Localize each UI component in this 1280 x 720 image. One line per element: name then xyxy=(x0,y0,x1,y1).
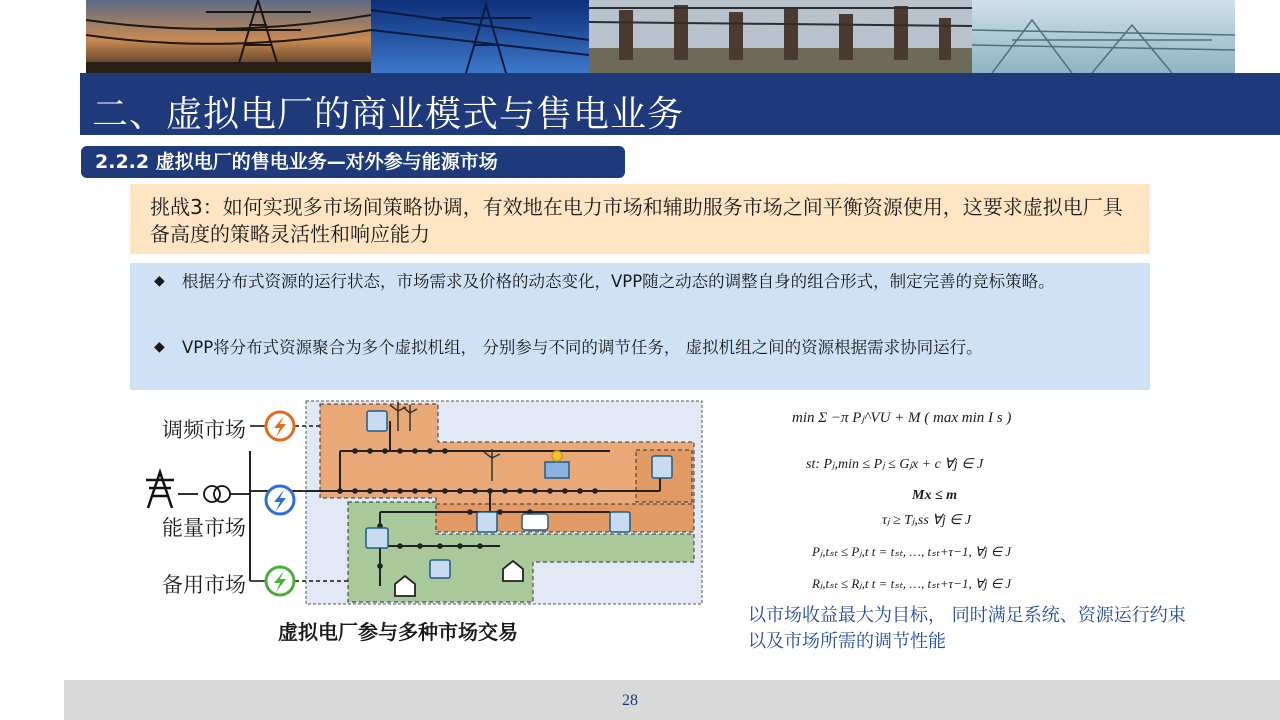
optimization-formula xyxy=(778,392,1108,602)
frequency-market-bolt-icon xyxy=(266,412,294,440)
challenge-box xyxy=(130,184,1150,254)
electric-vehicle-icon xyxy=(522,514,548,530)
footer-bar xyxy=(64,680,1280,720)
diamond-bullet-icon: ◆ xyxy=(154,339,165,355)
reserve-market-bolt-icon xyxy=(266,567,294,595)
photo-pylon-sunset xyxy=(86,0,371,73)
photo-substation-insulators xyxy=(589,0,972,73)
page-number: 28 xyxy=(622,692,638,709)
bullet-text: 根据分布式资源的运行状态，市场需求及价格的动态变化，VPP随之动态的调整自身的组合形式，制定完善的竞标策略。 xyxy=(182,272,1055,291)
photo-substation-lines xyxy=(972,0,1235,73)
formula-constraint-5: Rⱼ,tₛₜ ≤ Rⱼ,t t = tₛₜ, …, tₛₜ+τ−1, ∀j ∈ J xyxy=(812,576,1012,591)
energy-market-bolt-icon xyxy=(266,486,294,514)
photo-pylon-blue xyxy=(371,0,589,73)
challenge-text: 挑战3：如何实现多市场间策略协调，有效地在电力市场和辅助服务市场之间平衡资源使用，这要求虚拟电厂具备高度的策略灵活性和响应能力 xyxy=(150,195,1123,246)
bullet-box xyxy=(130,263,1150,390)
formula-note: 以市场收益最大为目标， 同时满足系统、资源运行约束以及市场所需的调节性能 xyxy=(748,605,1186,652)
formula-constraint-4: Pⱼ,tₛₜ ≤ Pⱼ,t t = tₛₜ, …, tₛₜ+τ−1, ∀j ∈ J xyxy=(812,544,1012,559)
section-heading: 2.2.2 虚拟电厂的售电业务—对外参与能源市场 xyxy=(81,146,625,178)
bullet-item xyxy=(154,334,1134,361)
bullet-item xyxy=(154,268,1134,295)
formula-constraint-1: st: Pⱼ,min ≤ Pⱼ ≤ Gⱼx + c ∀j ∈ J xyxy=(806,457,984,472)
title-bar-left-gap xyxy=(0,73,80,135)
transformer-icon xyxy=(178,486,250,502)
slide-title: 二、虚拟电厂的商业模式与售电业务 xyxy=(92,94,685,135)
transmission-tower-icon xyxy=(146,472,174,508)
formula-objective: min Σ −π Pⱼ^VU + M ( max min I s ) xyxy=(792,410,1012,426)
market-label-energy: 能量市场 xyxy=(162,516,246,540)
diagram-caption: 虚拟电厂参与多种市场交易 xyxy=(278,620,518,644)
market-label-reserve: 备用市场 xyxy=(162,573,246,597)
header-photo-banner xyxy=(86,0,1235,73)
formula-constraint-3: τⱼ ≥ Tⱼ,ss ∀j ∈ J xyxy=(882,513,972,528)
market-label-frequency: 调频市场 xyxy=(162,418,246,442)
bullet-text: VPP将分布式资源聚合为多个虚拟机组， 分别参与不同的调节任务， 虚拟机组之间的资源根据需求协同运行。 xyxy=(182,338,983,357)
diamond-bullet-icon: ◆ xyxy=(154,273,165,289)
formula-constraint-2: Mx ≤ m xyxy=(912,488,958,503)
